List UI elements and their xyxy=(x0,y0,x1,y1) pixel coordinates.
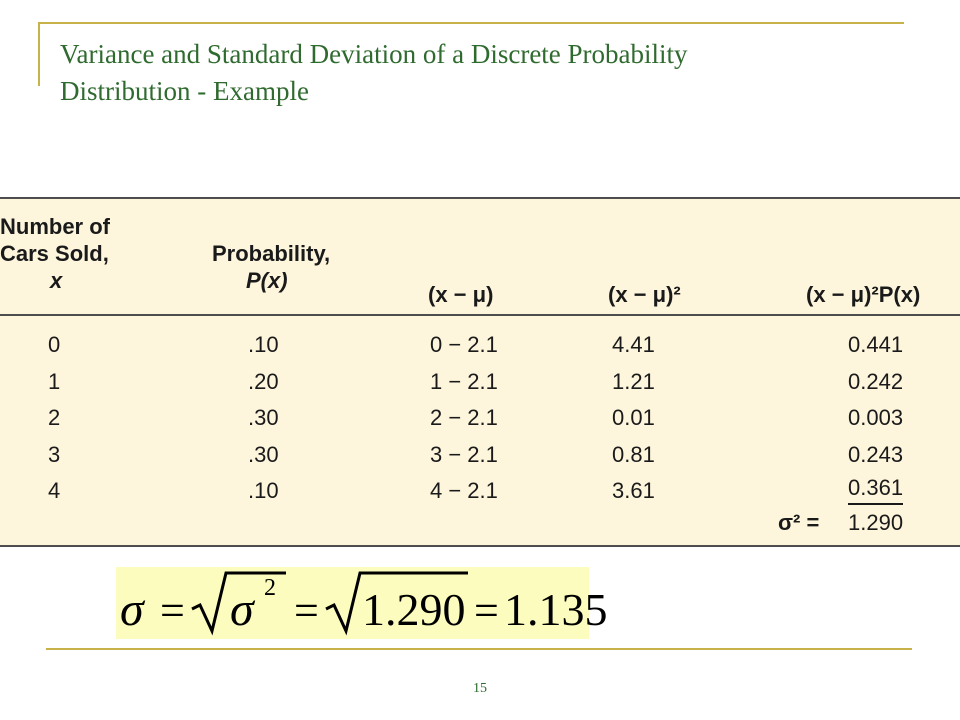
table-row xyxy=(0,473,960,510)
cell-deviation-squared: 1.21 xyxy=(612,368,655,394)
cell-deviation-squared: 0.81 xyxy=(612,441,655,467)
slide-title-line1: Variance and Standard Deviation of a Discrete Probability xyxy=(60,39,688,69)
formula-equals-3: = xyxy=(474,586,499,635)
header-deviation-squared: (x − μ)² xyxy=(608,282,681,307)
bottom-rule xyxy=(46,648,912,650)
distribution-table xyxy=(0,197,960,547)
header-x-line1: Number of xyxy=(0,214,110,239)
variance-value: 1.290 xyxy=(848,510,904,535)
header-x-line3: x xyxy=(50,268,63,293)
cell-deviation: 1 − 2.1 xyxy=(430,368,498,394)
header-x xyxy=(0,213,110,294)
formula-value-under-root: 1.290 xyxy=(362,584,466,635)
table-row xyxy=(0,437,960,474)
table-rows xyxy=(0,327,960,510)
std-dev-formula xyxy=(116,567,608,639)
cell-product: 0.003 xyxy=(848,405,904,430)
cell-deviation-squared: 4.41 xyxy=(612,332,655,357)
formula-sigma: σ xyxy=(120,583,144,636)
cell-probability: .20 xyxy=(248,368,279,394)
cell-x: 3 xyxy=(48,441,61,467)
table-row xyxy=(0,327,960,364)
cell-probability: .10 xyxy=(248,332,279,357)
cell-x: 4 xyxy=(48,478,61,503)
cell-product: 0.441 xyxy=(848,332,904,357)
cell-deviation: 0 − 2.1 xyxy=(430,332,498,357)
cell-product: 0.242 xyxy=(848,368,904,394)
formula-sigma-inner: σ xyxy=(230,583,254,636)
cell-x: 0 xyxy=(48,332,61,357)
cell-product: 0.361 xyxy=(848,473,903,505)
header-rule xyxy=(0,314,960,316)
cell-probability: .30 xyxy=(248,405,279,430)
header-p-line1: Probability, xyxy=(212,241,331,266)
slide-title xyxy=(60,36,900,110)
formula-exponent: 2 xyxy=(264,575,276,601)
table-row xyxy=(0,400,960,437)
cell-deviation-squared: 0.01 xyxy=(612,405,655,430)
cell-x: 1 xyxy=(48,368,61,394)
formula-svg xyxy=(116,567,608,639)
cell-probability: .10 xyxy=(248,478,279,503)
cell-x: 2 xyxy=(48,405,61,430)
header-p-line2: P(x) xyxy=(246,268,288,293)
cell-deviation: 4 − 2.1 xyxy=(430,478,498,503)
cell-deviation: 2 − 2.1 xyxy=(430,405,498,430)
header-deviation: (x − μ) xyxy=(428,282,494,307)
cell-deviation-squared: 3.61 xyxy=(612,478,655,503)
top-rule xyxy=(38,22,904,24)
cell-probability: .30 xyxy=(248,441,279,467)
cell-deviation: 3 − 2.1 xyxy=(430,441,498,467)
header-x-line2: Cars Sold, xyxy=(0,241,109,266)
page-number: 15 xyxy=(473,681,487,696)
left-rule xyxy=(38,22,40,86)
header-probability xyxy=(212,240,330,294)
formula-result: 1.135 xyxy=(504,584,608,635)
variance-total-row xyxy=(0,506,960,540)
slide-title-line2: Distribution - Example xyxy=(60,76,309,106)
formula-equals-1: = xyxy=(160,586,185,635)
variance-label: σ² = xyxy=(778,510,820,535)
header-deviation-squared-times-p: (x − μ)²P(x) xyxy=(806,282,921,307)
table-row xyxy=(0,364,960,401)
formula-equals-2: = xyxy=(294,586,319,635)
cell-product: 0.243 xyxy=(848,441,904,467)
